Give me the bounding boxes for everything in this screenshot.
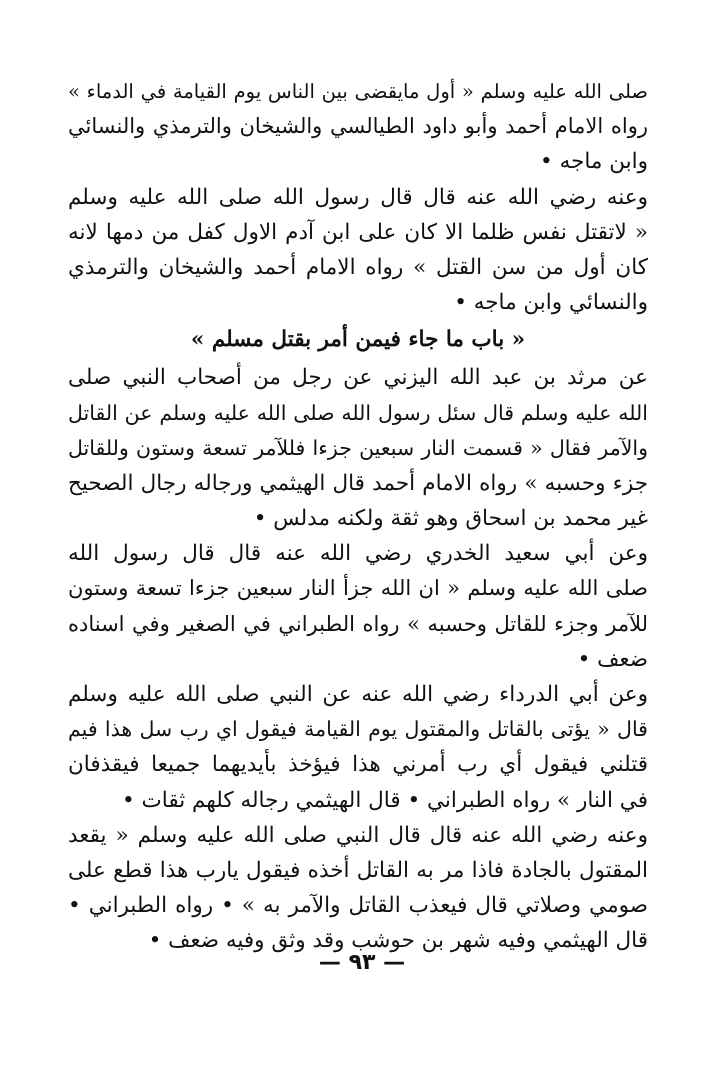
text-line: قال الهيثمي وفيه شهر بن حوشب وقد وثق وفيه ضعف • bbox=[148, 928, 648, 954]
text-line: عن مرثد بن عبد الله اليزني عن رجل من أصحاب النبي صلى bbox=[68, 365, 648, 391]
text-line: وعن أبي سعيد الخدري رضي الله عنه قال قال رسول الله bbox=[68, 541, 648, 567]
text-line: صلى الله عليه وسلم « أول مايقضى بين الناس يوم القيامة في الدماء » bbox=[68, 80, 648, 103]
text-line: جزء وحسبه » رواه الامام أحمد قال الهيثمي ورجاله رجال الصحيح bbox=[68, 470, 648, 496]
text-line: رواه الامام أحمد وأبو داود الطيالسي والشيخان والترمذي والنسائي bbox=[68, 114, 648, 139]
section-heading: « باب ما جاء فيمن أمر بقتل مسلم » bbox=[190, 327, 526, 353]
text-line: في النار » رواه الطبراني • قال الهيثمي رجاله كلهم ثقات • bbox=[122, 787, 648, 813]
page-body bbox=[68, 74, 648, 959]
text-line: وعنه رضي الله عنه قال قال رسول الله صلى الله عليه وسلم bbox=[68, 184, 648, 210]
text-line: للآمر وجزء للقاتل وحسبه » رواه الطبراني في الصغير وفي اسناده bbox=[68, 611, 648, 636]
text-line: الله عليه وسلم قال سئل رسول الله صلى الله عليه وسلم عن القاتل bbox=[68, 400, 648, 425]
text-line: ضعف • bbox=[577, 646, 648, 672]
text-line: والآمر فقال « قسمت النار سبعين جزءا فللآمر تسعة وستون وللقاتل bbox=[68, 435, 648, 460]
text-line: غير محمد بن اسحاق وهو ثقة ولكنه مدلس • bbox=[253, 506, 648, 532]
text-line: صومي وصلاتي قال فيعذب القاتل والآمر به » • رواه الطبراني • bbox=[68, 893, 648, 919]
text-line: صلى الله عليه وسلم « ان الله جزأ النار سبعين جزءا تسعة وستون bbox=[68, 576, 648, 601]
text-line: وعن أبي الدرداء رضي الله عنه عن النبي صلى الله عليه وسلم bbox=[68, 682, 648, 707]
text-line: كان أول من سن القتل » رواه الامام أحمد والشيخان والترمذي bbox=[68, 254, 648, 280]
text-line: وابن ماجه • bbox=[540, 149, 648, 175]
text-line: وعنه رضي الله عنه قال قال النبي صلى الله عليه وسلم « يقعد bbox=[68, 822, 648, 848]
text-line: والنسائي وابن ماجه • bbox=[454, 290, 648, 316]
text-line: قتلني فيقول أي رب أمرني هذا فيؤخذ بأيديهما جميعا فيقذفان bbox=[68, 752, 648, 778]
text-line: « لاتقتل نفس ظلما الا كان على ابن آدم الاول كفل من دمها لانه bbox=[68, 219, 648, 245]
page-number: — ٩٣ — bbox=[318, 950, 406, 975]
text-line: قال « يؤتى بالقاتل والمقتول يوم القيامة فيقول اي رب سل هذا فيم bbox=[68, 717, 648, 742]
text-line: المقتول بالجادة فاذا مر به القاتل أخذه فيقول يارب هذا قطع على bbox=[68, 857, 648, 883]
